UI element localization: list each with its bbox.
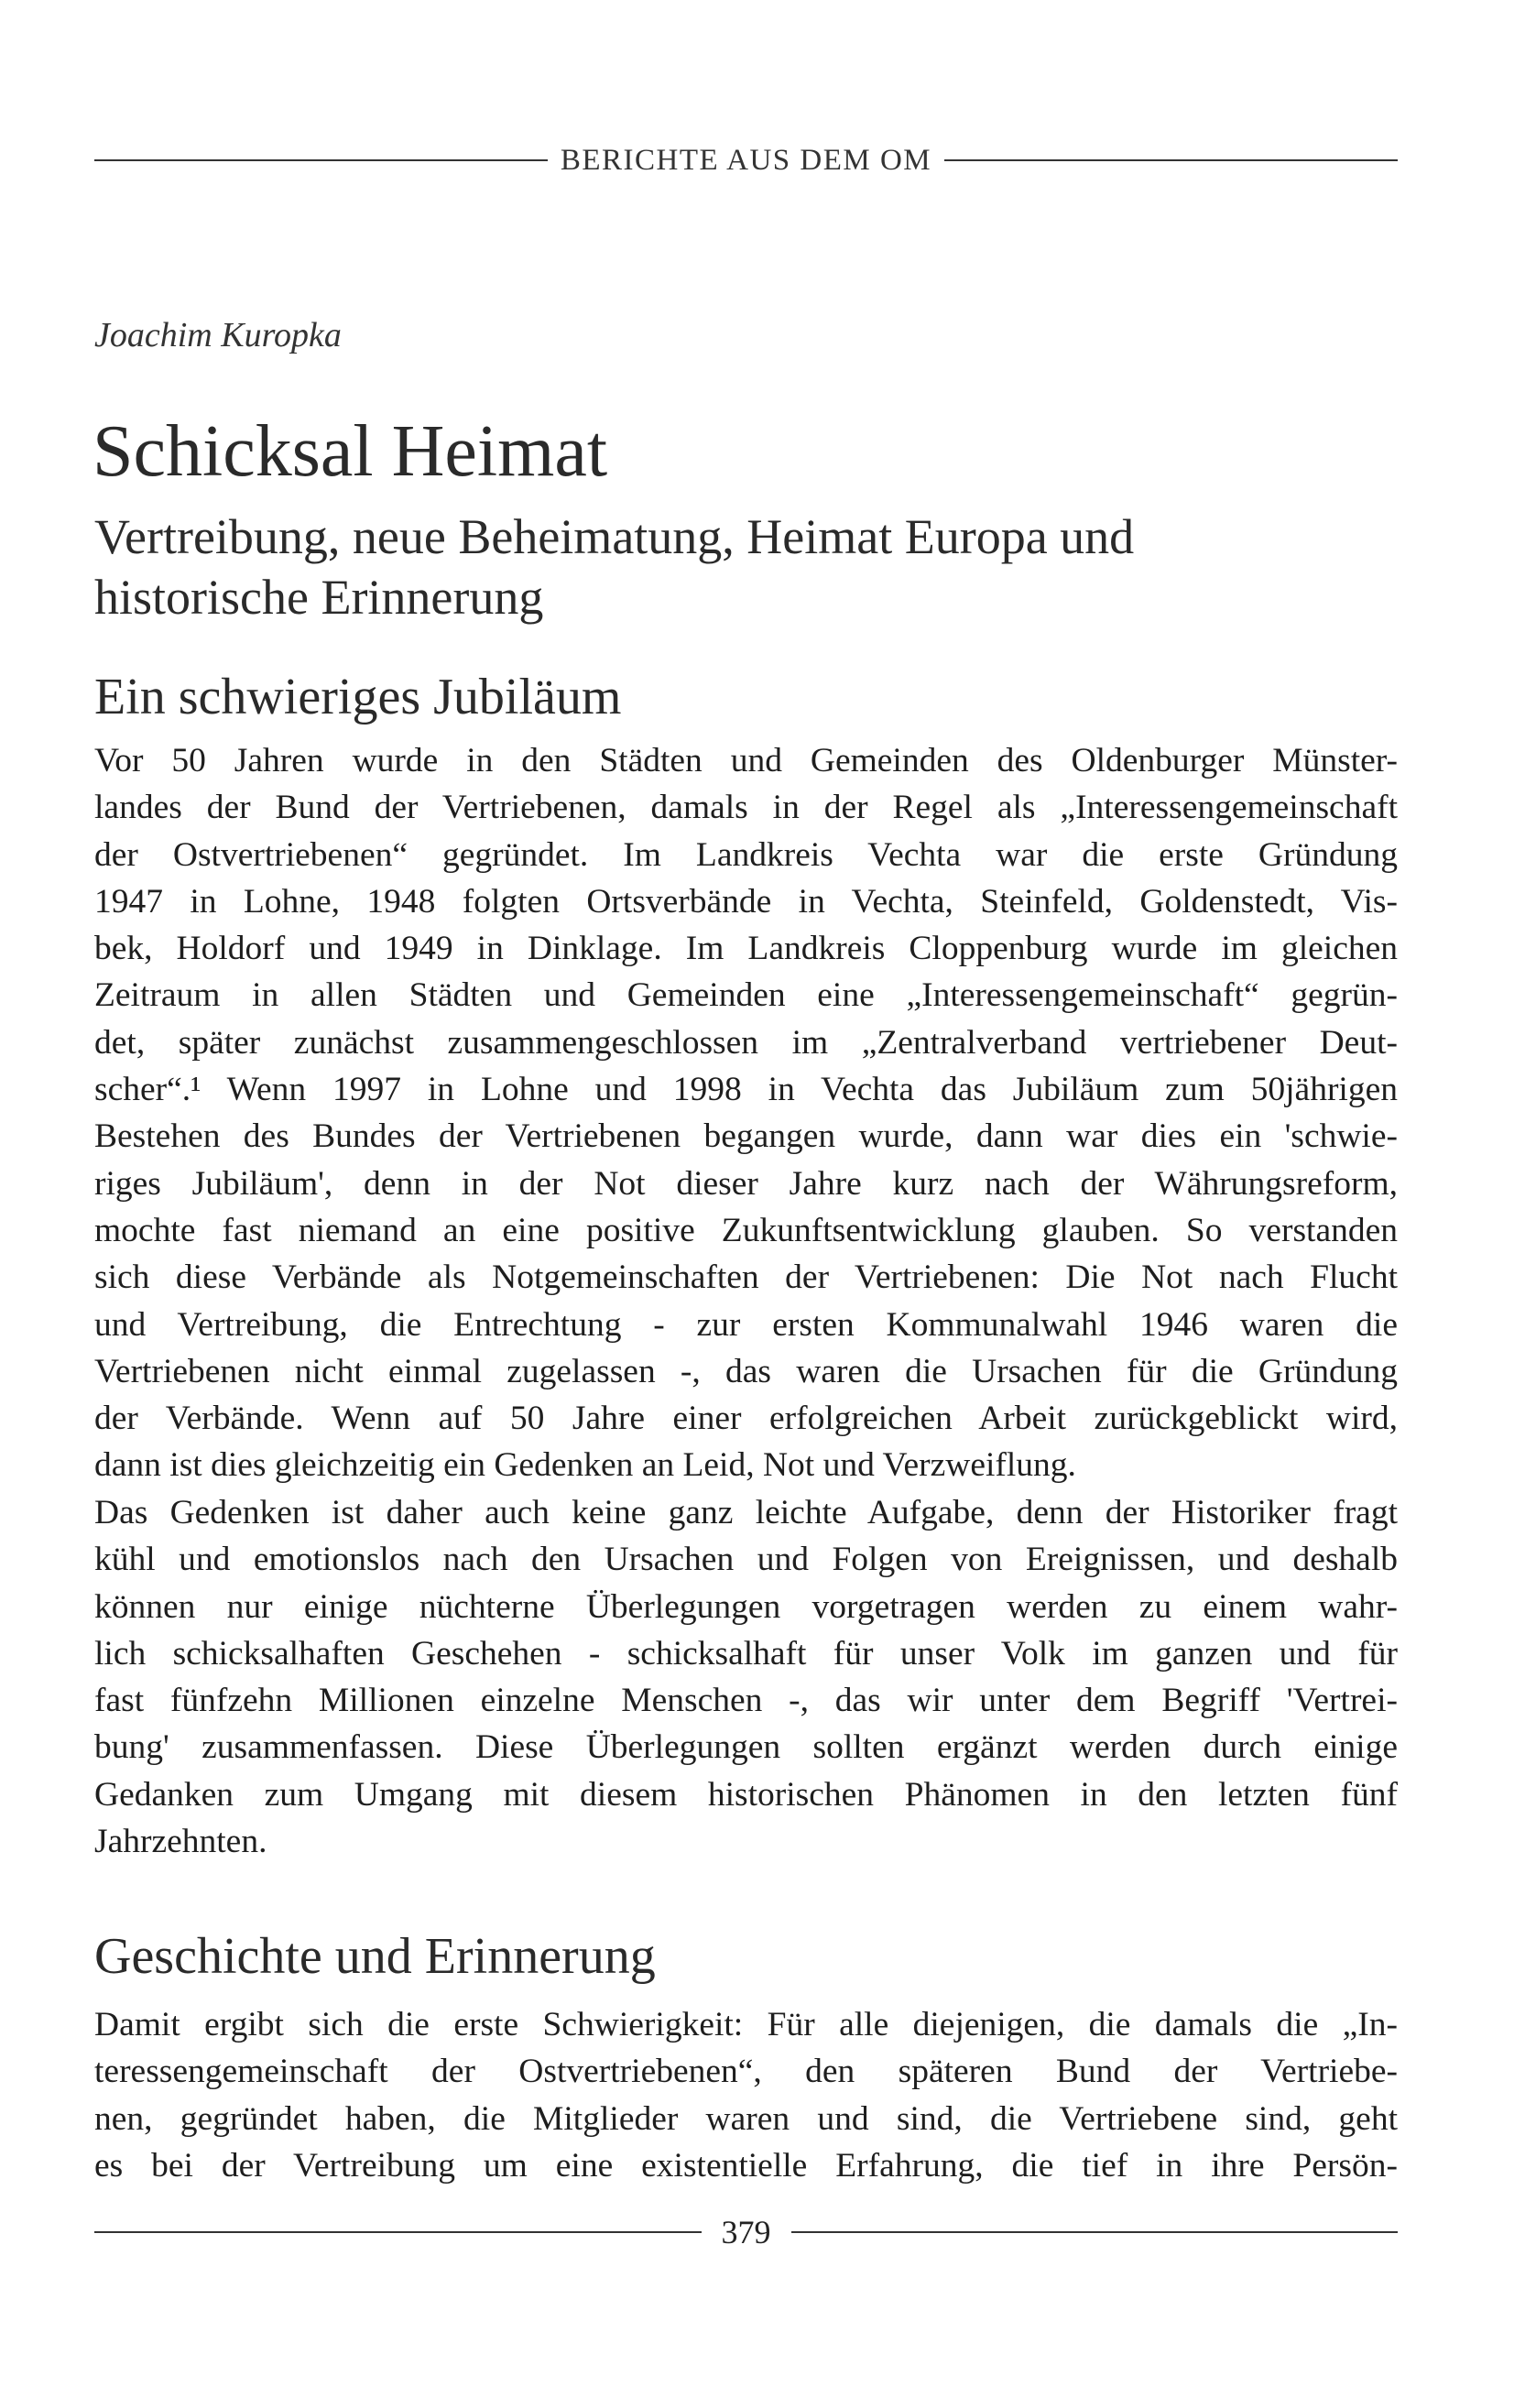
text-line: der Ostvertriebenen“ gegründet. Im Landkreis Vechta war die erste Gründung bbox=[94, 835, 1398, 874]
text-line: kühl und emotionslos nach den Ursachen und Folgen von Ereignissen, und deshalb bbox=[94, 1541, 1398, 1579]
section1-paragraph-2 bbox=[94, 1489, 1398, 1865]
text-line: bek, Holdorf und 1949 in Dinklage. Im Landkreis Cloppenburg wurde im gleichen bbox=[94, 930, 1398, 968]
subtitle-line: historische Erinnerung bbox=[94, 570, 544, 625]
text-line: Zeitraum in allen Städten und Gemeinden eine „Interessengemeinschaft“ gegrün- bbox=[94, 976, 1398, 1015]
text-line: Vor 50 Jahren wurde in den Städten und Gemeinden des Oldenburger Münster- bbox=[94, 742, 1398, 779]
text-line: 1947 in Lohne, 1948 folgten Ortsverbände in Vechta, Steinfeld, Goldenstedt, Vis- bbox=[94, 882, 1398, 921]
text-line: det, später zunächst zusammengeschlossen im „Zentralverband vertriebener Deut- bbox=[94, 1023, 1398, 1062]
text-line: Jahrzehnten. bbox=[94, 1823, 267, 1861]
text-line: bung' zusammenfassen. Diese Überlegungen sollten ergänzt werden durch einige bbox=[94, 1728, 1398, 1767]
section-heading-geschichte: Geschichte und Erinnerung bbox=[94, 1928, 656, 1985]
subtitle-line: Vertreibung, neue Beheimatung, Heimat Europa und bbox=[94, 509, 1135, 564]
text-line: teressengemeinschaft der Ostvertriebenen“, den späteren Bund der Vertriebe- bbox=[94, 2053, 1398, 2091]
text-line: mochte fast niemand an eine positive Zukunftsentwicklung glauben. So verstanden bbox=[94, 1211, 1398, 1249]
text-line: dann ist dies gleichzeitig ein Gedenken an Leid, Not und Verzweiflung. bbox=[94, 1446, 1076, 1485]
text-line: können nur einige nüchterne Überlegungen vorgetragen werden zu einem wahr- bbox=[94, 1587, 1398, 1626]
text-line: Damit ergibt sich die erste Schwierigkeit: Für alle diejenigen, die damals die „In- bbox=[94, 2006, 1398, 2043]
text-line: Vertriebenen nicht einmal zugelassen -, das waren die Ursachen für die Gründung bbox=[94, 1352, 1398, 1390]
running-head bbox=[94, 137, 1398, 183]
text-line: landes der Bund der Vertriebenen, damals in der Regel als „Interessengemeinschaft bbox=[94, 789, 1398, 827]
running-head-rule-left bbox=[94, 159, 548, 161]
text-line: riges Jubiläum', denn in der Not dieser Jahre kurz nach der Währungsreform, bbox=[94, 1164, 1398, 1203]
text-line: und Vertreibung, die Entrechtung - zur ersten Kommunalwahl 1946 waren die bbox=[94, 1305, 1398, 1344]
footer-rule-right bbox=[791, 2231, 1399, 2233]
text-line: fast fünfzehn Millionen einzelne Menschen -, das wir unter dem Begriff 'Vertrei- bbox=[94, 1682, 1398, 1720]
running-head-rule-right bbox=[944, 159, 1398, 161]
running-head-label: BERICHTE AUS DEM OM bbox=[560, 143, 932, 177]
page-number: 379 bbox=[721, 2214, 771, 2250]
text-line: es bei der Vertreibung um eine existentielle Erfahrung, die tief in ihre Persön- bbox=[94, 2146, 1398, 2185]
article-title: Schicksal Heimat bbox=[93, 411, 608, 492]
text-line: sich diese Verbände als Notgemeinschaften der Vertriebenen: Die Not nach Flucht bbox=[94, 1258, 1398, 1297]
text-line: Bestehen des Bundes der Vertriebenen begangen wurde, dann war dies ein 'schwie- bbox=[94, 1117, 1398, 1156]
section-heading-jubilaeum: Ein schwieriges Jubiläum bbox=[94, 669, 622, 725]
author-name: Joachim Kuropka bbox=[94, 316, 342, 354]
section2-paragraph-1 bbox=[94, 2001, 1398, 2189]
text-line: lich schicksalhaften Geschehen - schicksalhaft für unser Volk im ganzen und für bbox=[94, 1634, 1398, 1673]
footer-rule-left bbox=[94, 2231, 702, 2233]
text-line: Das Gedenken ist daher auch keine ganz leichte Aufgabe, denn der Historiker fragt bbox=[94, 1494, 1398, 1531]
text-line: scher“.¹ Wenn 1997 in Lohne und 1998 in Vechta das Jubiläum zum 50jährigen bbox=[94, 1071, 1398, 1109]
article-subtitle bbox=[94, 507, 1398, 627]
text-line: nen, gegründet haben, die Mitglieder waren und sind, die Vertriebene sind, geht bbox=[94, 2099, 1398, 2138]
text-line: Gedanken zum Umgang mit diesem historischen Phänomen in den letzten fünf bbox=[94, 1775, 1398, 1814]
page-footer bbox=[94, 2209, 1398, 2255]
section1-paragraph-1 bbox=[94, 737, 1398, 1489]
text-line: der Verbände. Wenn auf 50 Jahre einer erfolgreichen Arbeit zurückgeblickt wird, bbox=[94, 1400, 1398, 1438]
